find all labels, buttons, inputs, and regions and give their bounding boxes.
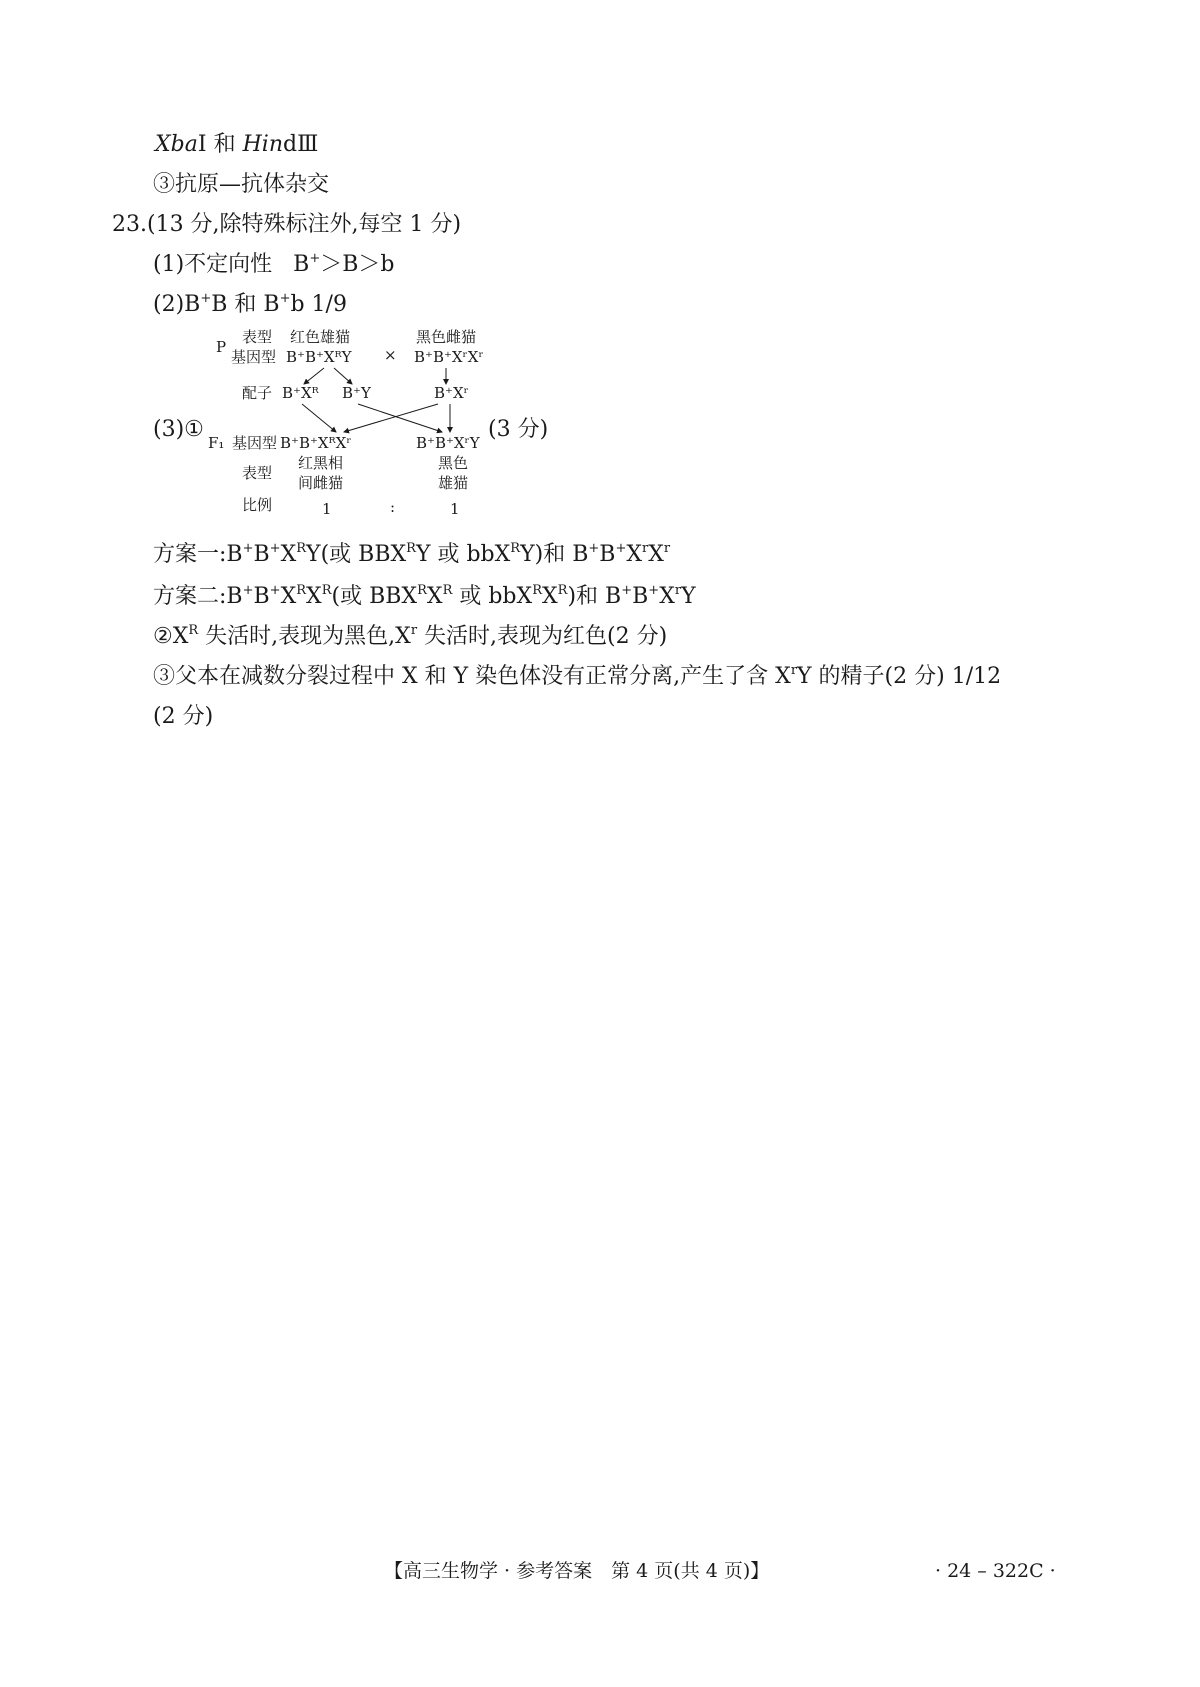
f1-phenotype-1a: 红黑相 [298,454,344,472]
footer-code: · 24 – 322C · [935,1560,1056,1582]
f1-phenotype-2b: 雄猫 [438,474,469,492]
female-phenotype: 黑色雌猫 [416,328,477,346]
answer-q23-3-prefix: (3)① [153,417,204,442]
answer-plan-1: 方案一$:B^+B^+X^RY$(或 $BBX^RY$ 或 bbX$^R$Y)和 $B^+B^+X^rX^r$ [153,541,671,567]
genetic-cross-diagram [206,328,566,528]
arrow-gamete3-to-f1a [344,404,438,432]
gamete-2: B⁺Y [342,384,371,402]
f1-phenotype-2a: 黑色 [438,454,469,472]
p-generation-label: P [216,338,227,356]
answer-q23-3-2: $②X^R$ 失活时,表现为黑色$,X^r$ 失活时,表现为红色(2 分) [153,623,668,649]
arrow-gamete1-to-f1a [302,404,336,432]
arrow-male-to-gamete1 [304,368,324,384]
cross-sign: × [384,346,397,364]
answer-q23-3-3-score: (2 分) [153,704,214,729]
f1-generation-label: F₁ [208,434,225,452]
f1-genotype-2: B⁺B⁺XʳY [416,434,480,452]
answer-q23-2: (2)B+B 和 B+b 1/9 [153,291,347,317]
gamete-1: B⁺Xᴿ [282,384,319,402]
answer-q23-1: (1)不定向性 B+＞B＞b [153,251,395,277]
f1-phenotype-1b: 间雌猫 [298,474,344,492]
question-23-heading: 23.(13 分,除特殊标注外,每空 1 分) [112,212,462,237]
arrow-male-to-gamete2 [334,368,352,384]
arrow-gamete2-to-f1b [358,404,442,432]
female-genotype: B⁺B⁺XʳXʳ [414,348,484,366]
answer-q23-3-score: (3 分) [488,417,549,442]
ratio-value-1: 1 [322,500,332,518]
f1-genotype-1: B⁺B⁺XᴿXʳ [280,434,352,452]
enzyme-answer-line: XbaⅠ 和 HindⅢ [155,132,319,157]
male-genotype: B⁺B⁺XᴿY [286,348,352,366]
gamete-3: B⁺Xʳ [434,384,469,402]
ratio-value-2: 1 [450,500,460,518]
answer-plan-2: 方案二$:B^+B^+X^RX^R$(或 $BBX^RX^R$ 或 $bbX^RX^R$)和 $B^+B^+X^rY$ [153,583,696,609]
male-phenotype: 红色雄猫 [290,328,351,346]
ratio-colon: : [390,498,396,516]
gamete-label: 配子 [242,384,273,402]
phenotype-label: 表型 [242,328,273,346]
enzyme-hind: Hin [242,132,283,157]
genotype-label: 基因型 [231,348,277,366]
answer-q23-3-3: ③父本在减数分裂过程中 X 和 Y 染色体没有正常分离,产生了含 $X^rY$ 的精子(2 分) 1/12 [153,663,1002,689]
enzyme-xba: Xba [155,132,198,157]
ratio-label: 比例 [242,496,273,514]
f1-phenotype-label: 表型 [242,464,273,482]
footer-title: 【高三生物学 · 参考答案 第 4 页(共 4 页)】 [384,1560,770,1582]
f1-genotype-label: 基因型 [232,434,278,452]
answer-q22-3: ③抗原—抗体杂交 [153,172,330,197]
